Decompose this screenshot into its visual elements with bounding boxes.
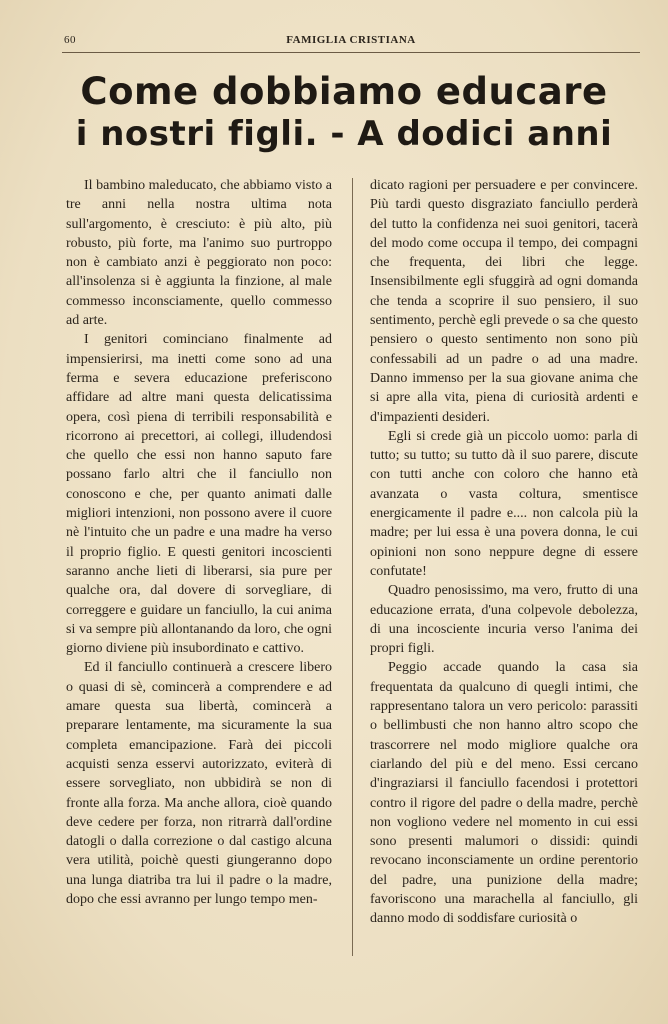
paragraph: dicato ragioni per persuadere e per convincere. Più tardi questo disgraziato fanciullo perderà del tutto la confidenza nei suoi genitori, tacerà del modo come occupa il tempo, dei compagni che frequenta, dei libri che legge. Insensibilmente egli sfuggirà ad ogni domanda che tenda a scoprire il suo pensiero, il suo sentimento, perchè egli prevede o sa che questo pensiero o questo sentimento non sono più confessabili ad un padre o ad una madre. Danno immenso per la sua giovane anima che si apre alla vita, piena di curiosità ardenti e d'impazienti desideri. [370, 178, 638, 425]
article-title [40, 70, 648, 154]
left-column [66, 176, 332, 909]
page-number: 60 [64, 34, 76, 46]
running-title: FAMIGLIA CRISTIANA [286, 34, 416, 46]
right-column [370, 176, 638, 929]
paragraph: Ed il fanciullo continuerà a crescere libero o quasi di sè, comincerà a comprendere e ad amare questa sua libertà, comincerà a preparare lentamente, ma sicuramente la sua completa emancipazione. Farà dei piccoli acquisti senza esservi autorizzato, eviterà di essere sorvegliato, non ubbidirà se non di fronte alla forza. Ma anche allora, cioè quando deve cedere per forza, non ritrarrà dall'ordine datogli o dalla correzione o dal castigo alcuna vera utilità, poichè questi giungeranno dopo una lunga diatriba tra lui il padre o la madre, dopo che essi avranno per lungo tempo men- [66, 660, 332, 907]
paragraph: Il bambino maleducato, che abbiamo visto a tre anni nella nostra ultima nota sull'argomento, è cresciuto: è più alto, più robusto, più forte, ma l'animo suo purtroppo non è cambiato anzi è peggiorato non poco: all'insolenza si è aggiunta la finzione, al male commesso inconsciamente, quello commesso ad arte. [66, 178, 332, 329]
title-line-1: Come dobbiamo educare [80, 70, 608, 113]
header-rule [62, 52, 640, 53]
paragraph: Quadro penosissimo, ma vero, frutto di una educazione errata, d'una colpevole debolezza, di una incosciente incuria verso l'anima dei propri figli. [370, 583, 638, 657]
title-line-2: i nostri figli. - A dodici anni [75, 114, 613, 154]
paragraph: Egli si crede già un piccolo uomo: parla di tutto; su tutto; su tutto dà il suo parere, discute con tutti anche con coloro che hanno età avanzata o vasta coltura, smentisce energicamente il padre e.... non calcola più la madre; per lui essa è una povera donna, le cui opinioni non sono neppure degne di essere confutate! [370, 428, 638, 579]
column-divider [352, 178, 353, 956]
page-header [64, 34, 638, 50]
paragraph: I genitori cominciano finalmente ad impensierirsi, ma inetti come sono ad una ferma e severa educazione preferiscono affidare ad altre mani questa delicatissima opera, così piena di terribili responsabilità e ricorrono ai precettori, ai collegi, illudendosi che quello che essi non hanno saputo fare possano farlo altri che il fanciullo non conoscono e che, per quanto animati dalle migliori intenzioni, non possono avere il cuore nè l'intuito che un padre e una madre ha verso il proprio figlio. E questi genitori incoscienti saranno anche lieti di liberarsi, sia pure per qualche ora, dal dovere di sorvegliare, di correggere e guidare un fanciullo, la cui anima si va sempre più allontanando da loro, che ogni giorno diviene più insubordinato e cattivo. [66, 332, 332, 657]
paragraph: Peggio accade quando la casa sia frequentata da qualcuno di quegli intimi, che rappresentano talora un vero pericolo: parassiti o bellimbusti che non hanno altro scopo che trascorrere nel modo migliore qualche ora ciarlando del più e del meno. Essi cercano d'ingraziarsi il fanciullo facendosi i protettori contro il rigore del padre o della madre, perchè non vogliono vedere nel momento in cui essi sono presenti malumori o dissidi: quindi revocano inconsciamente un ordine perentorio del padre, una punizione della madre; favoriscono una marachella al fanciullo, gli danno modo di soddisfare curiosità o [370, 660, 638, 927]
